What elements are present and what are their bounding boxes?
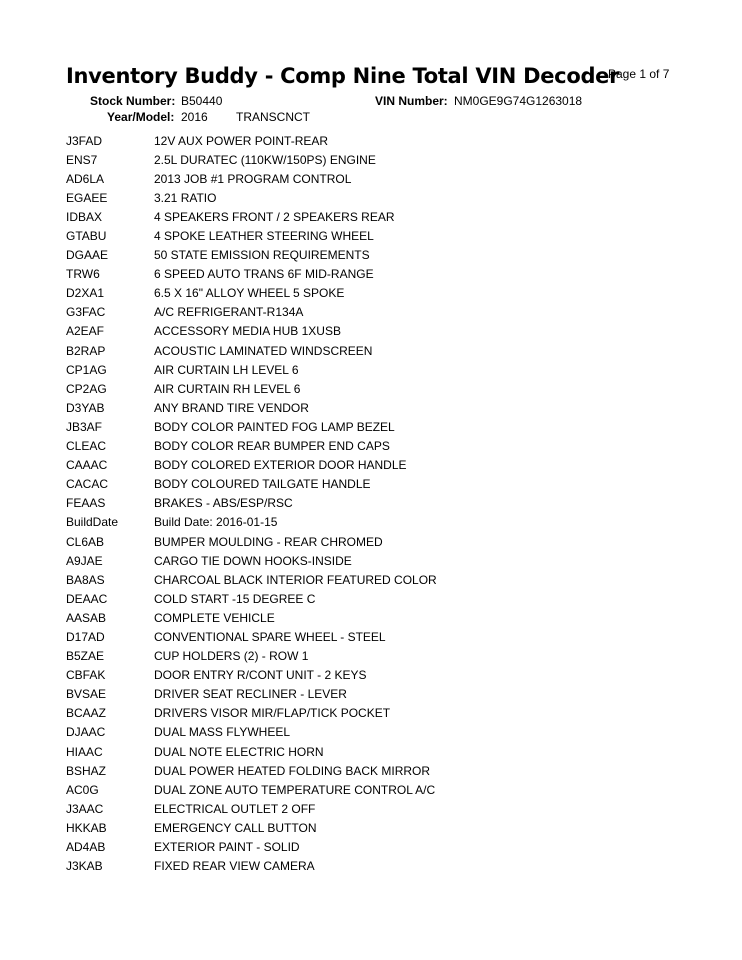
- option-description: EMERGENCY CALL BUTTON: [154, 820, 317, 835]
- option-description: BODY COLOR REAR BUMPER END CAPS: [154, 439, 390, 454]
- option-description: CUP HOLDERS (2) - ROW 1: [154, 649, 309, 664]
- option-description: 4 SPEAKERS FRONT / 2 SPEAKERS REAR: [154, 209, 395, 224]
- vin-number-value: NM0GE9G74G1263018: [454, 94, 583, 108]
- option-description: DUAL ZONE AUTO TEMPERATURE CONTROL A/C: [154, 782, 436, 797]
- option-code: DGAAE: [66, 248, 109, 263]
- option-row: [66, 437, 706, 456]
- option-code: HKKAB: [66, 820, 107, 835]
- option-description: ELECTRICAL OUTLET 2 OFF: [154, 801, 316, 816]
- option-row: [66, 417, 706, 436]
- option-row: [66, 570, 706, 589]
- option-code: BVSAE: [66, 687, 107, 702]
- option-row: [66, 475, 706, 494]
- option-code: DJAAC: [66, 725, 106, 740]
- model-name-value: TRANSCNCT: [236, 110, 310, 124]
- option-row: [66, 150, 706, 169]
- vin-number-label: [375, 94, 448, 108]
- option-row: [66, 799, 706, 818]
- option-row: [66, 494, 706, 513]
- option-description: CONVENTIONAL SPARE WHEEL - STEEL: [154, 629, 386, 644]
- option-description: ACCESSORY MEDIA HUB 1XUSB: [154, 324, 341, 339]
- option-row: [66, 360, 706, 379]
- stock-number-label-text: Stock Number:: [90, 94, 176, 108]
- option-description: AIR CURTAIN RH LEVEL 6: [154, 381, 301, 396]
- option-row: [66, 818, 706, 837]
- option-code: AD4AB: [66, 840, 106, 855]
- option-description: CHARCOAL BLACK INTERIOR FEATURED COLOR: [154, 572, 437, 587]
- option-description: 2013 JOB #1 PROGRAM CONTROL: [154, 171, 352, 186]
- option-description: DOOR ENTRY R/CONT UNIT - 2 KEYS: [154, 668, 367, 683]
- option-description: DUAL POWER HEATED FOLDING BACK MIRROR: [154, 763, 431, 778]
- option-code: FEAAS: [66, 496, 106, 511]
- option-row: [66, 666, 706, 685]
- option-code: J3AAC: [66, 801, 104, 816]
- option-code: CBFAK: [66, 668, 106, 683]
- option-description: EXTERIOR PAINT - SOLID: [154, 840, 300, 855]
- option-row: [66, 627, 706, 646]
- option-description: 2.5L DURATEC (110KW/150PS) ENGINE: [154, 152, 376, 167]
- option-row: [66, 169, 706, 188]
- option-description: 4 SPOKE LEATHER STEERING WHEEL: [154, 229, 374, 244]
- option-row: [66, 284, 706, 303]
- document-title: Inventory Buddy - Comp Nine Total VIN Decoder: [66, 64, 620, 88]
- option-code: CL6AB: [66, 534, 105, 549]
- option-code: AC0G: [66, 782, 99, 797]
- option-code: BuildDate: [66, 515, 119, 530]
- option-code: TRW6: [66, 267, 100, 282]
- option-code: DEAAC: [66, 591, 108, 606]
- option-row: [66, 398, 706, 417]
- option-code: D3YAB: [66, 400, 105, 415]
- option-row: [66, 513, 706, 532]
- option-description: COLD START -15 DEGREE C: [154, 591, 316, 606]
- option-row: [66, 322, 706, 341]
- option-row: [66, 226, 706, 245]
- option-row: [66, 608, 706, 627]
- option-code: A2EAF: [66, 324, 105, 339]
- option-code: B2RAP: [66, 343, 106, 358]
- option-code: IDBAX: [66, 209, 103, 224]
- option-description: Build Date: 2016-01-15: [154, 515, 278, 530]
- option-description: 3.21 RATIO: [154, 190, 217, 205]
- option-description: BODY COLORED EXTERIOR DOOR HANDLE: [154, 458, 407, 473]
- option-description: BODY COLOURED TAILGATE HANDLE: [154, 477, 371, 492]
- option-code: BA8AS: [66, 572, 105, 587]
- stock-number-value: B50440: [181, 94, 223, 108]
- option-description: BRAKES - ABS/ESP/RSC: [154, 496, 293, 511]
- year-model-label-text: Year/Model:: [107, 110, 175, 124]
- option-row: [66, 341, 706, 360]
- option-row: [66, 761, 706, 780]
- option-description: A/C REFRIGERANT-R134A: [154, 305, 304, 320]
- option-row: [66, 589, 706, 608]
- option-code: CP2AG: [66, 381, 107, 396]
- option-code: JB3AF: [66, 419, 103, 434]
- option-row: [66, 742, 706, 761]
- option-code: D17AD: [66, 629, 105, 644]
- option-row: [66, 246, 706, 265]
- option-code: J3KAB: [66, 859, 103, 874]
- option-code: G3FAC: [66, 305, 106, 320]
- option-row: [66, 207, 706, 226]
- model-year-value: 2016: [181, 110, 208, 124]
- option-code: BSHAZ: [66, 763, 107, 778]
- option-code: EGAEE: [66, 190, 108, 205]
- option-description: CARGO TIE DOWN HOOKS-INSIDE: [154, 553, 352, 568]
- stock-number-label: [90, 94, 175, 108]
- option-row: [66, 303, 706, 322]
- option-code: CLEAC: [66, 439, 107, 454]
- option-code: B5ZAE: [66, 649, 105, 664]
- option-row: [66, 704, 706, 723]
- option-row: [66, 379, 706, 398]
- year-model-label: [107, 110, 174, 124]
- option-code: D2XA1: [66, 286, 105, 301]
- option-code: ENS7: [66, 152, 98, 167]
- option-row: [66, 837, 706, 856]
- option-description: 50 STATE EMISSION REQUIREMENTS: [154, 248, 370, 263]
- option-code: A9JAE: [66, 553, 103, 568]
- option-code: AD6LA: [66, 171, 105, 186]
- option-code: CAAAC: [66, 458, 108, 473]
- page-number: Page 1 of 7: [608, 67, 670, 81]
- option-row: [66, 685, 706, 704]
- option-code: J3FAD: [66, 133, 103, 148]
- option-description: 6 SPEED AUTO TRANS 6F MID-RANGE: [154, 267, 374, 282]
- option-description: BUMPER MOULDING - REAR CHROMED: [154, 534, 383, 549]
- option-row: [66, 551, 706, 570]
- option-row: [66, 857, 706, 876]
- vin-number-label-text: VIN Number:: [375, 94, 448, 108]
- option-description: ANY BRAND TIRE VENDOR: [154, 400, 309, 415]
- option-row: [66, 647, 706, 666]
- option-code: GTABU: [66, 229, 107, 244]
- option-code: CP1AG: [66, 362, 107, 377]
- option-description: 6.5 X 16" ALLOY WHEEL 5 SPOKE: [154, 286, 345, 301]
- option-code: HIAAC: [66, 744, 103, 759]
- option-description: DUAL MASS FLYWHEEL: [154, 725, 291, 740]
- option-description: DRIVERS VISOR MIR/FLAP/TICK POCKET: [154, 706, 391, 721]
- option-row: [66, 532, 706, 551]
- option-description: 12V AUX POWER POINT-REAR: [154, 133, 329, 148]
- option-row: [66, 265, 706, 284]
- option-description: ACOUSTIC LAMINATED WINDSCREEN: [154, 343, 373, 358]
- option-description: BODY COLOR PAINTED FOG LAMP BEZEL: [154, 419, 395, 434]
- option-code-list: [66, 131, 706, 876]
- option-row: [66, 188, 706, 207]
- option-description: DRIVER SEAT RECLINER - LEVER: [154, 687, 347, 702]
- option-row: [66, 780, 706, 799]
- option-row: [66, 723, 706, 742]
- option-description: FIXED REAR VIEW CAMERA: [154, 859, 315, 874]
- option-description: DUAL NOTE ELECTRIC HORN: [154, 744, 324, 759]
- option-code: CACAC: [66, 477, 109, 492]
- option-row: [66, 456, 706, 475]
- option-row: [66, 131, 706, 150]
- option-code: AASAB: [66, 610, 107, 625]
- option-description: AIR CURTAIN LH LEVEL 6: [154, 362, 299, 377]
- option-description: COMPLETE VEHICLE: [154, 610, 275, 625]
- option-code: BCAAZ: [66, 706, 107, 721]
